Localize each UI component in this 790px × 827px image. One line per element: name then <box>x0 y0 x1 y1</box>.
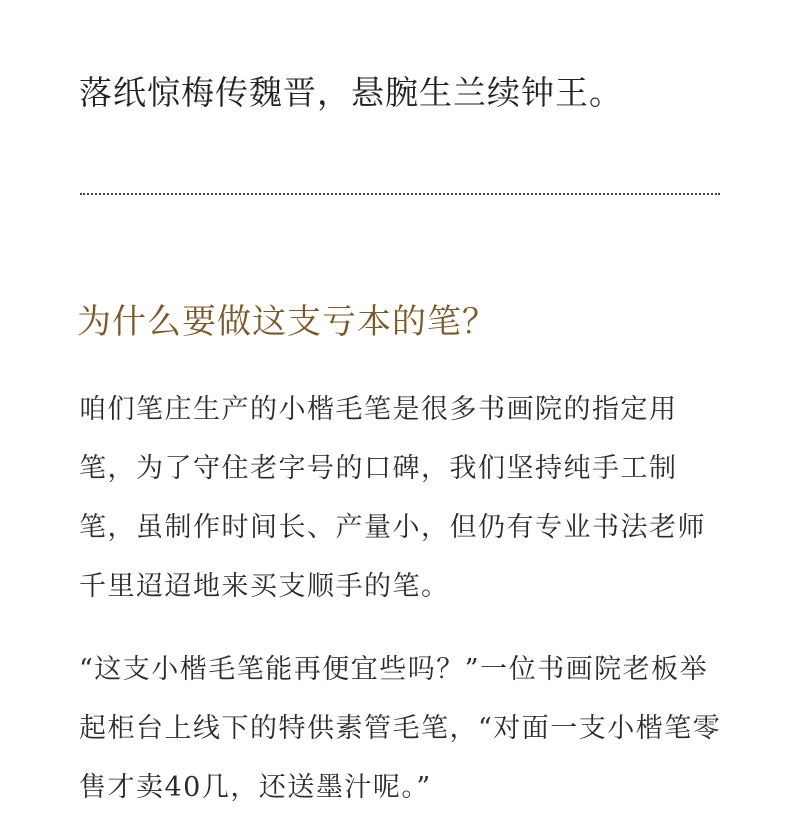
paragraph-line: 咱们笔庄生产的小楷毛笔是很多书画院的指定用 <box>79 394 678 425</box>
poem-line: 落纸惊梅传魏晋，悬腕生兰续钟王。 <box>79 73 623 112</box>
paragraph-line: 售才卖40几，还送墨汁呢。” <box>79 772 432 803</box>
paragraph-line: 笔，为了守住老字号的口碑，我们坚持纯手工制 <box>79 453 678 484</box>
paragraph-line: “这支小楷毛笔能再便宜些吗？”一位书画院老板举 <box>79 654 709 685</box>
paragraph-line: 笔，虽制作时间长、产量小，但仍有专业书法老师 <box>79 512 706 543</box>
paragraph-line: 千里迢迢地来买支顺手的笔。 <box>79 571 450 602</box>
section-heading: 为什么要做这支亏本的笔？ <box>77 302 497 342</box>
dotted-divider <box>80 193 720 195</box>
paragraph-1 <box>79 380 719 616</box>
paragraph-2 <box>79 640 722 817</box>
paragraph-line: 起柜台上线下的特供素管毛笔，“对面一支小楷笔零 <box>79 713 722 744</box>
